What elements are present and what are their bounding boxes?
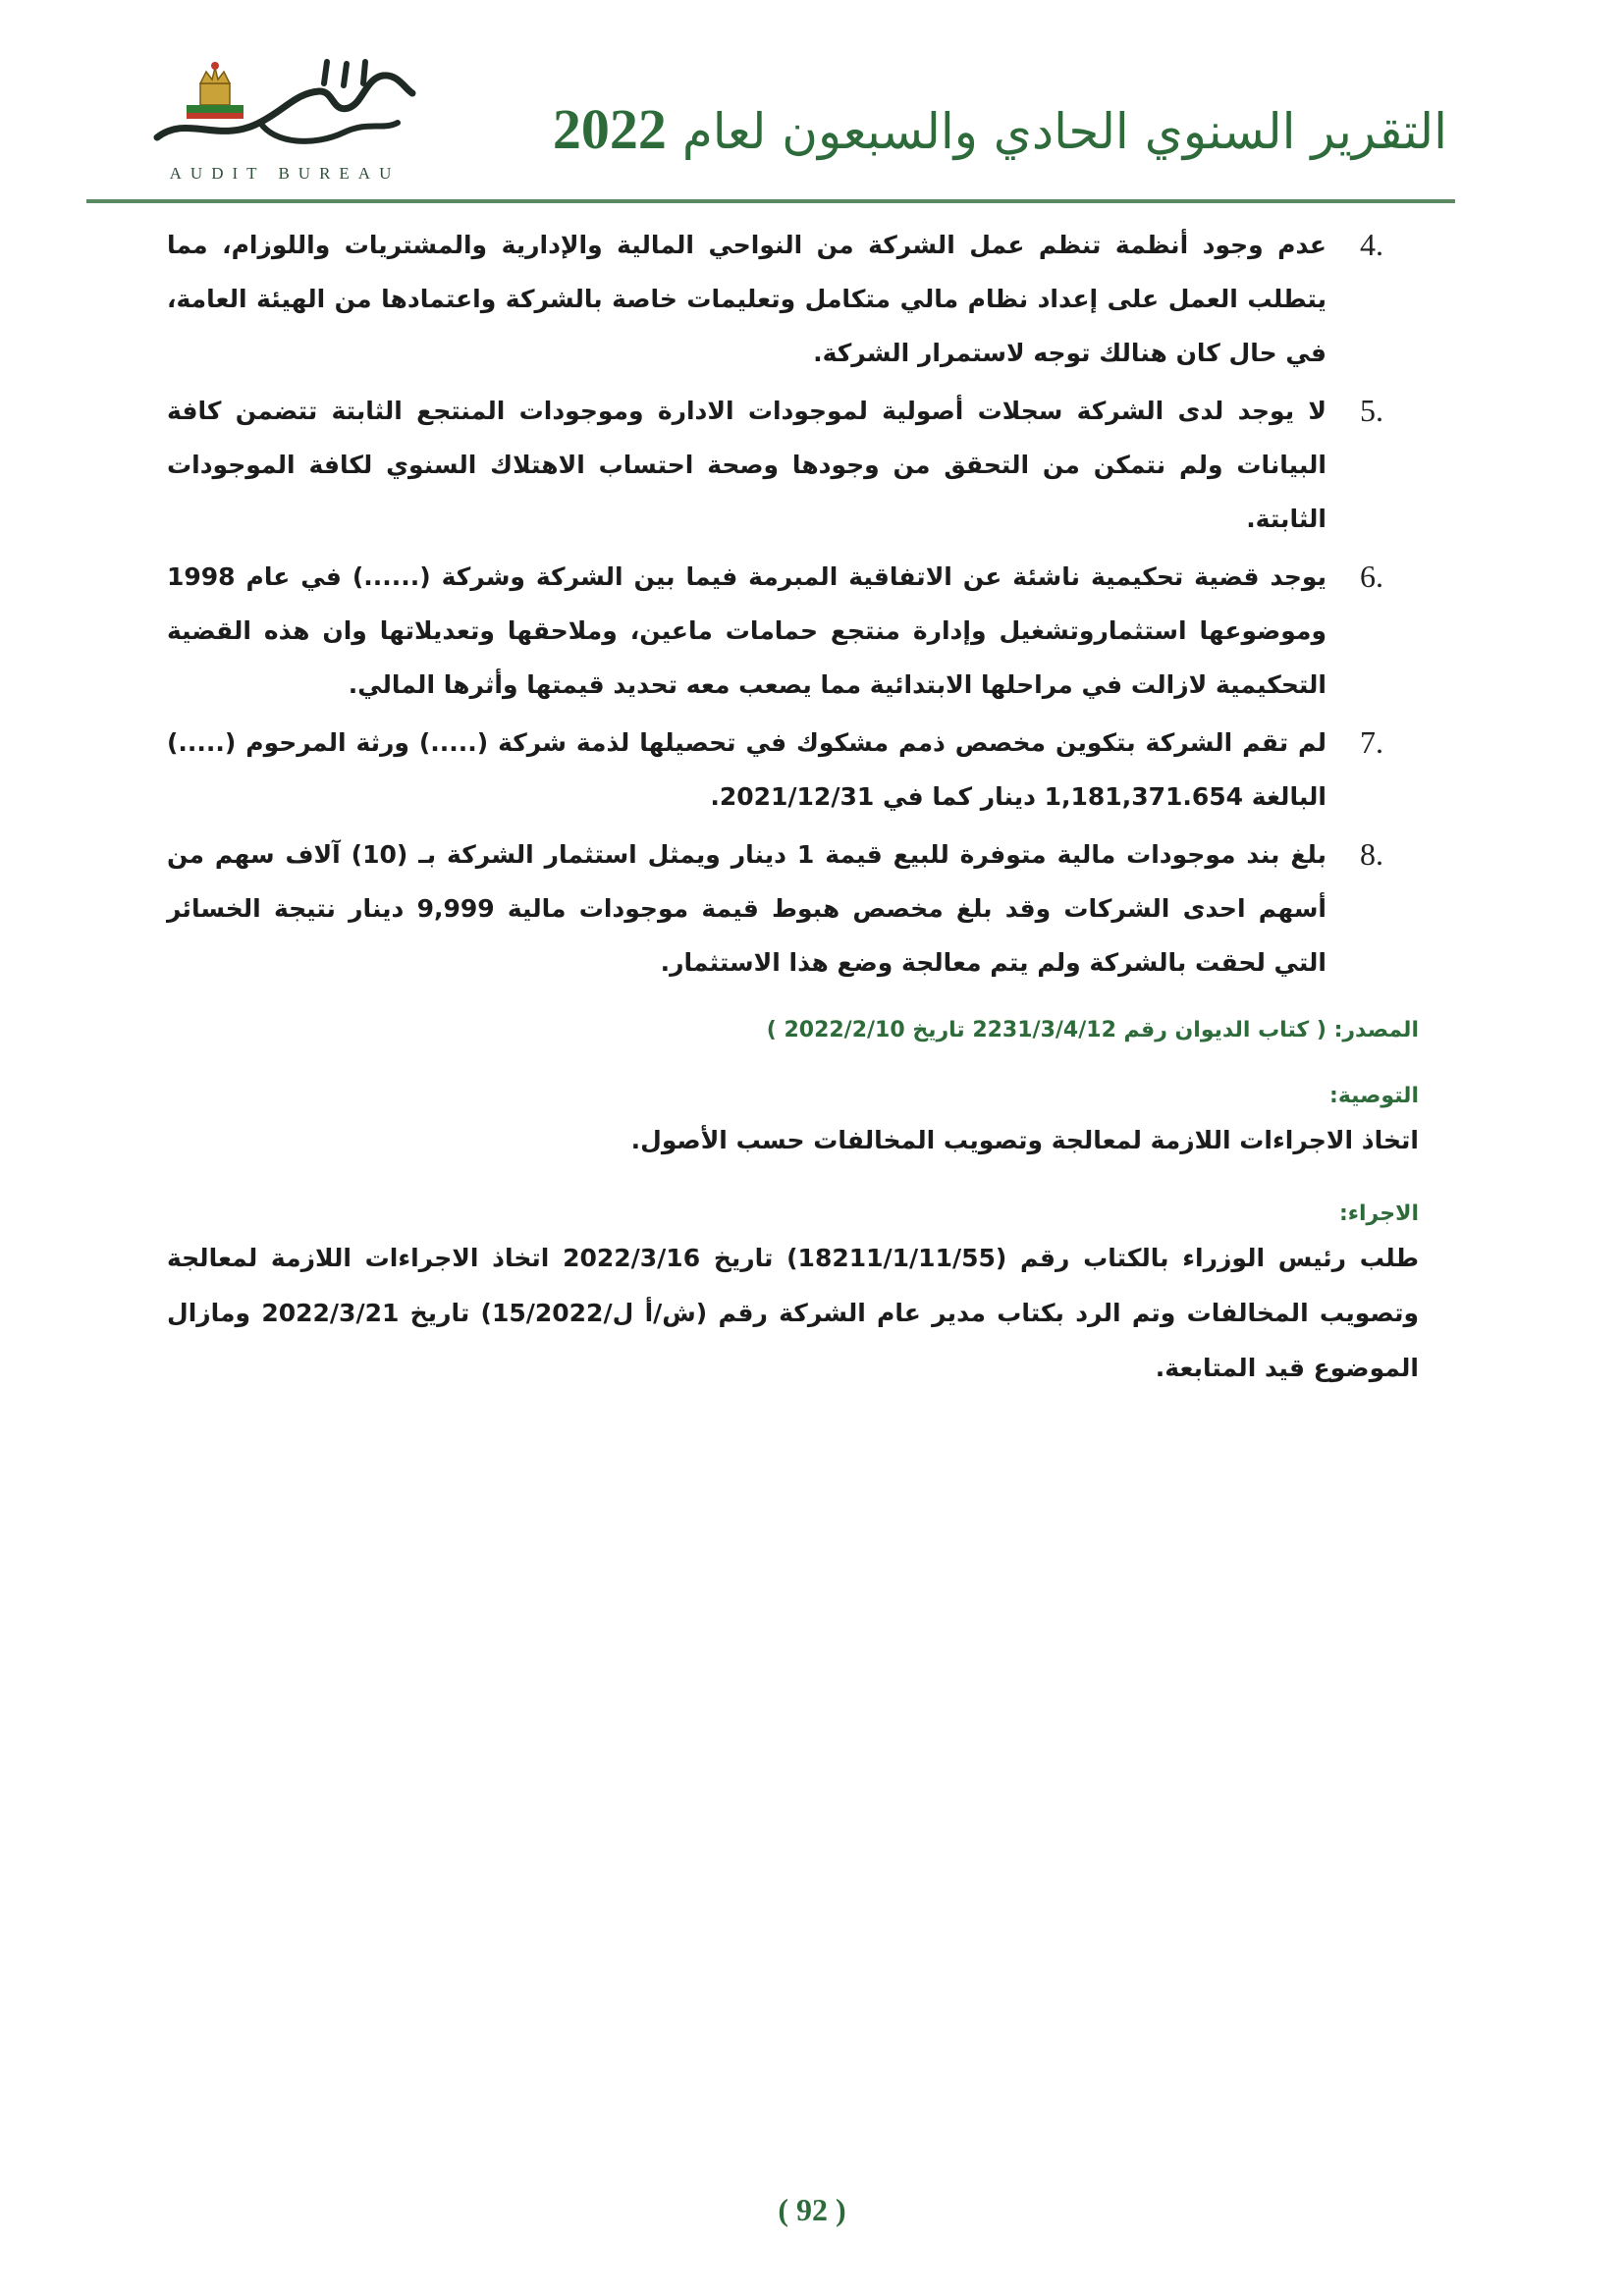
finding-number: 7. xyxy=(1360,724,1383,760)
finding-text: عدم وجود أنظمة تنظم عمل الشركة من النواحي المالية والإدارية والمشتريات واللوزام، مما يتطلب العمل على إعداد نظام مالي متكامل وتعليمات خاصة بالشركة واعتمادها من الهيئة العامة، في حال كان هنالك توجه لاستمرار الشركة. xyxy=(167,231,1326,367)
finding-item xyxy=(167,828,1419,989)
finding-number: 4. xyxy=(1360,227,1383,262)
page-content xyxy=(167,218,1419,1396)
logo-emblem-icon xyxy=(147,54,422,162)
page-header xyxy=(0,0,1624,206)
header-divider xyxy=(86,199,1455,203)
report-title-text: التقرير السنوي الحادي والسبعون لعام xyxy=(681,103,1447,160)
source-reference: المصدر: ( كتاب الديوان رقم 2231/3/4/12 تاريخ 2022/2/10 ) xyxy=(766,1018,1419,1042)
audit-bureau-logo xyxy=(147,54,422,187)
finding-item xyxy=(167,218,1419,380)
finding-text: لا يوجد لدى الشركة سجلات أصولية لموجودات الادارة وموجودات المنتجع الثابتة تتضمن كافة البيانات ولم نتمكن من التحقق من وجودها وصحة احتساب الاهتلاك السنوي لكافة الموجودات الثابتة. xyxy=(167,397,1326,533)
finding-number: 8. xyxy=(1360,836,1383,872)
page-number: ( 92 ) xyxy=(778,2192,846,2227)
finding-item xyxy=(167,716,1419,824)
finding-text: بلغ بند موجودات مالية متوفرة للبيع قيمة 1 دينار ويمثل استثمار الشركة بـ (10) آلاف سهم من أسهم احدى الشركات وقد بلغ مخصص هبوط قيمة موجودات مالية 9,999 دينار نتيجة الخسائر التي لحقت بالشركة ولم يتم معالجة وضع هذا الاستثمار. xyxy=(167,840,1327,977)
recommendation-body: اتخاذ الاجراءات اللازمة لمعالجة وتصويب المخالفات حسب الأصول. xyxy=(630,1126,1419,1154)
finding-item xyxy=(167,550,1419,712)
finding-text: يوجد قضية تحكيمية ناشئة عن الاتفاقية المبرمة فيما بين الشركة وشركة (......) في عام 1998 وموضوعها استثماروتشغيل وإدارة منتجع حمامات ماعين، وملاحقها وتعديلاتها وان هذه القضية التحكيمية لازالت في مراحلها الابتدائية مما يصعب معه تحديد قيمتها وأثرها المالي. xyxy=(167,562,1326,699)
logo-tagline: AUDIT BUREAU xyxy=(169,164,401,183)
finding-number: 6. xyxy=(1360,559,1383,594)
action-heading: الاجراء: xyxy=(1338,1201,1419,1226)
action-body: طلب رئيس الوزراء بالكتاب رقم (18211/1/11/55) تاريخ 2022/3/16 اتخاذ الاجراءات اللازمة لمعالجة وتصويب المخالفات وتم الرد بكتاب مدير عام الشركة رقم (ش/أ ل/15/2022) تاريخ 2022/3/21 ومازال الموضوع قيد المتابعة. xyxy=(167,1244,1420,1382)
finding-text: لم تقم الشركة بتكوين مخصص ذمم مشكوك في تحصيلها لذمة شركة (.....) ورثة المرحوم (.....) البالغة 1,181,371.654 دينار كما في 2021/12/31. xyxy=(167,728,1326,811)
report-title xyxy=(553,96,1447,162)
finding-item xyxy=(167,384,1419,546)
report-title-year: 2022 xyxy=(552,97,667,161)
finding-number: 5. xyxy=(1360,393,1383,428)
recommendation-heading: التوصية: xyxy=(1329,1084,1419,1108)
